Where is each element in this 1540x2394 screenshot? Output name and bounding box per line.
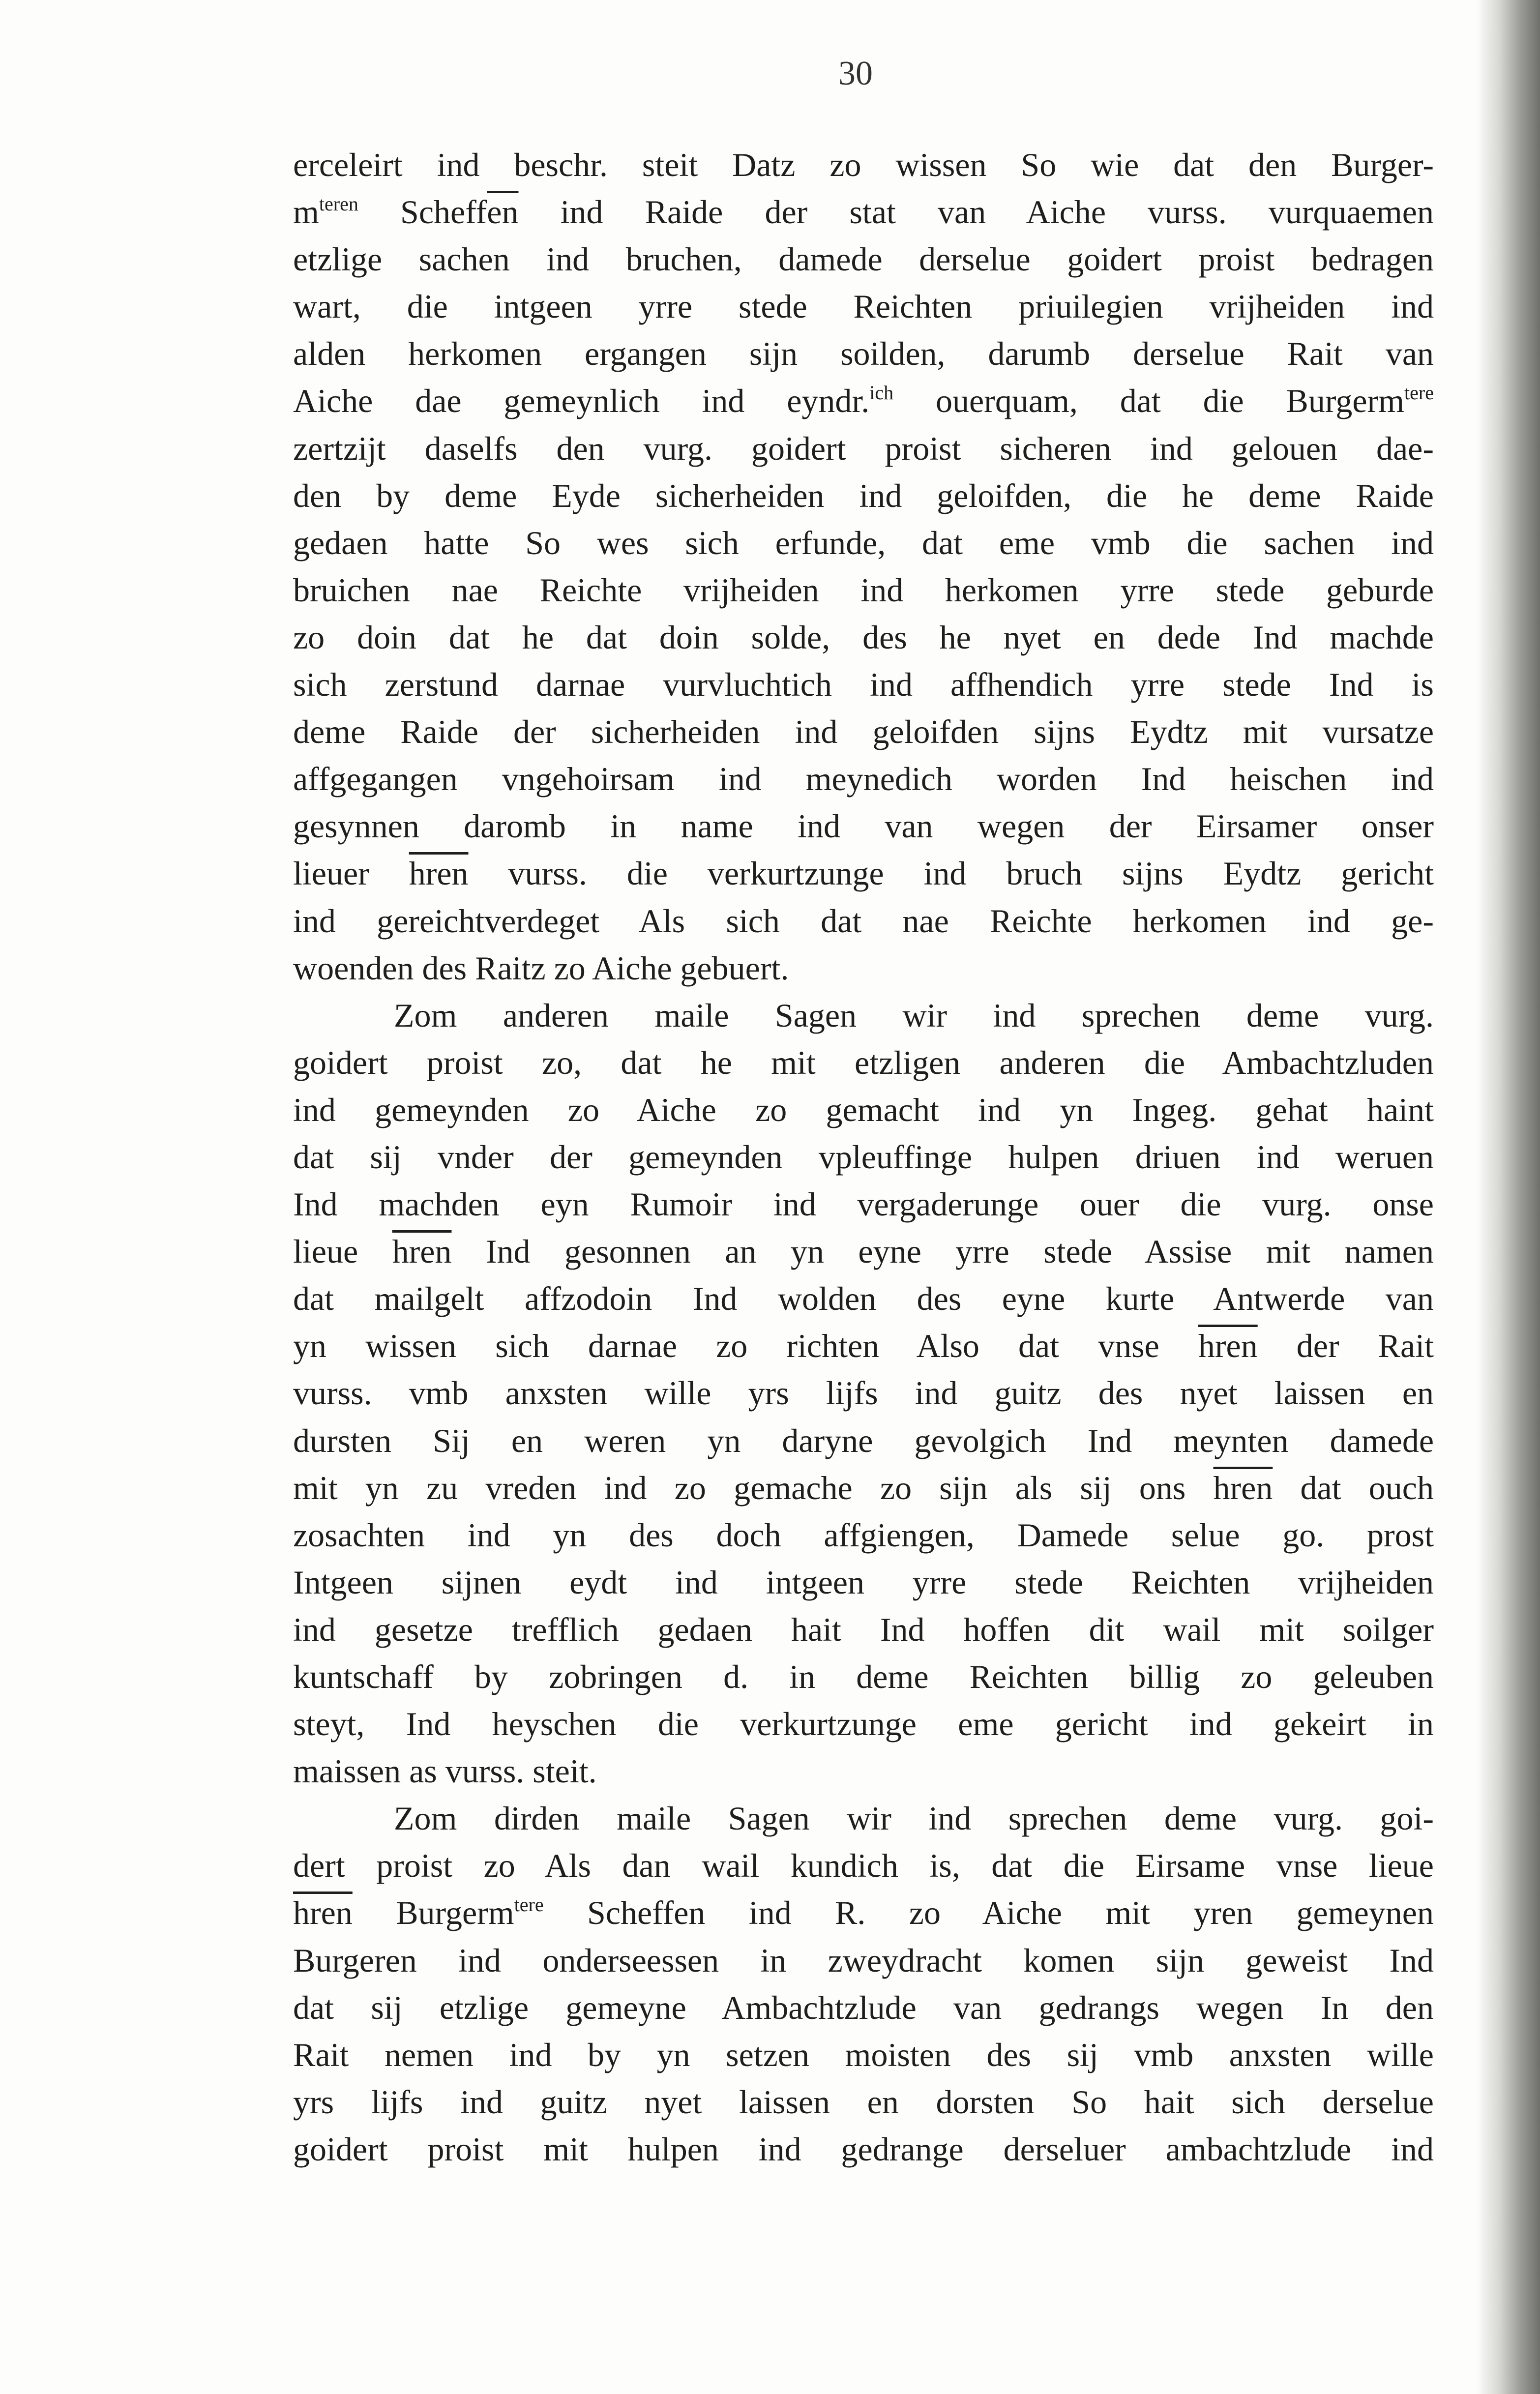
text-segment: dat ouch [1273, 1469, 1434, 1507]
text-line [293, 1559, 1434, 1606]
text-line [293, 1039, 1434, 1086]
text-segment: Zom dirden maile Sagen wir ind sprechen deme vurg. goi- [394, 1800, 1434, 1837]
text-segment: ind gesetze trefflich gedaen hait Ind hoffen dit wail mit soilger [293, 1610, 1434, 1648]
text-segment: den by deme Eyde sicherheiden ind geloifden, die he deme Raide [293, 476, 1434, 514]
superscript-abbreviation: tere [514, 1893, 544, 1916]
text-segment: yn wissen sich darnae zo richten Also dat vnse [293, 1327, 1198, 1365]
text-segment: alden herkomen ergangen sijn soilden, darumb derselue Rait van [293, 335, 1434, 373]
text-segment: Ind machden eyn Rumoir ind vergaderunge ouer die vurg. onse [293, 1185, 1434, 1223]
text-segment: dursten Sij en weren yn daryne gevolgich Ind meynten damede [293, 1421, 1434, 1459]
abbreviation-macron: $\overline{en}$ [487, 193, 519, 231]
text-segment: kuntschaff by zobringen d. in deme Reichten billig zo geleuben [293, 1658, 1434, 1695]
text-segment: zo doin dat he dat doin solde, des he nyet en dede Ind machde [293, 618, 1434, 656]
text-line [293, 566, 1434, 614]
text-line [293, 1842, 1434, 1889]
text-line [293, 2126, 1434, 2173]
abbreviation-macron: hren [293, 1894, 353, 1932]
abbreviation-macron: hren [409, 855, 469, 892]
text-segment: wart, die intgeen yrre stede Reichten priuilegien vrijheiden ind [293, 288, 1434, 325]
superscript-abbreviation: teren [319, 193, 358, 215]
text-segment: lieuer [293, 855, 409, 892]
text-line [293, 802, 1434, 850]
text-segment: steyt, Ind heyschen die verkurtzunge eme gericht ind gekeirt in [293, 1705, 1434, 1743]
text-segment: vurss. vmb anxsten wille yrs lijfs ind guitz des nyet laissen en [293, 1374, 1434, 1412]
text-line [293, 236, 1434, 283]
text-segment: affgegangen vngehoirsam ind meynedich worden Ind heischen ind [293, 760, 1434, 798]
text-line [293, 330, 1434, 377]
text-segment: vurss. die verkurtzunge ind bruch sijns Eydtz gericht [468, 855, 1434, 892]
text-segment: Zom anderen maile Sagen wir ind sprechen deme vurg. [394, 996, 1434, 1034]
text-line [293, 897, 1434, 945]
text-segment: dat mailgelt affzodoin Ind wolden des eyne kurte Antwerde van [293, 1280, 1434, 1318]
text-segment: ind Raide der stat van Aiche vurss. vurquaemen [518, 193, 1434, 231]
text-line [293, 661, 1434, 708]
text-segment: dat sij etzlige gemeyne Ambachtzlude van gedrangs wegen In den [293, 1988, 1434, 2026]
text-segment: goidert proist mit hulpen ind gedrange derseluer ambachtzlude ind [293, 2130, 1434, 2168]
text-segment: Burgerm [352, 1894, 514, 1932]
text-line [293, 1747, 1434, 1795]
text-line [293, 1889, 1434, 1936]
abbreviation-macron: hren [1198, 1327, 1258, 1365]
text-segment: mit yn zu vreden ind zo gemache zo sijn als sij ons [293, 1469, 1214, 1507]
text-line [293, 2078, 1434, 2126]
text-segment: zertzijt daselfs den vurg. goidert proist sicheren ind gelouen dae- [293, 429, 1434, 467]
text-line [293, 1275, 1434, 1322]
text-line [293, 1322, 1434, 1369]
scan-page-edge [1476, 0, 1540, 2394]
text-segment: etzlige sachen ind bruchen, damede derselue goidert proist bedragen [293, 240, 1434, 278]
text-line [293, 425, 1434, 472]
superscript-abbreviation: tere [1404, 382, 1434, 404]
text-segment: Scheffen ind R. zo Aiche mit yren gemeynen [543, 1894, 1434, 1932]
text-line [293, 141, 1434, 188]
superscript-abbreviation: ich [869, 382, 894, 404]
text-segment: Aiche dae gemeynlich ind eyndr. [293, 382, 870, 420]
text-segment: der Rait [1257, 1327, 1434, 1365]
text-line [293, 519, 1434, 566]
text-segment: zosachten ind yn des doch affgiengen, Damede selue go. prost [293, 1516, 1434, 1554]
abbreviation-macron: hren [392, 1233, 452, 1271]
text-line [293, 1700, 1434, 1747]
text-line [293, 1606, 1434, 1653]
text-line [293, 1133, 1434, 1181]
text-segment: erceleirt ind beschr. steit Datz zo wissen So wie dat den Burger- [293, 146, 1434, 183]
text-segment: yrs lijfs ind guitz nyet laissen en dorsten So hait sich derselue [293, 2083, 1434, 2121]
abbreviation-macron: hren [1213, 1469, 1273, 1507]
text-segment: sich zerstund darnae vurvluchtich ind affhendich yrre stede Ind is [293, 666, 1434, 704]
text-line [293, 708, 1434, 755]
text-line [293, 1511, 1434, 1559]
text-line [293, 1369, 1434, 1417]
text-line [293, 1086, 1434, 1133]
text-line [293, 1181, 1434, 1228]
text-line [293, 1795, 1434, 1842]
text-line [293, 1417, 1434, 1464]
text-line [293, 1228, 1434, 1275]
text-line [293, 945, 1434, 992]
text-line [293, 2031, 1434, 2078]
text-segment: goidert proist zo, dat he mit etzligen anderen die Ambachtzluden [293, 1043, 1434, 1081]
text-segment: Burgeren ind onderseessen in zweydracht komen sijn geweist Ind [293, 1941, 1434, 1979]
text-line [293, 283, 1434, 330]
text-segment: dat sij vnder der gemeynden vpleuffinge hulpen driuen ind weruen [293, 1138, 1434, 1176]
page-number: 30 [838, 55, 873, 92]
text-line [293, 1937, 1434, 1984]
text-segment: ind gereichtverdeget Als sich dat nae Reichte herkomen ind ge- [293, 902, 1434, 940]
text-line [293, 377, 1434, 424]
text-line [293, 755, 1434, 802]
text-line [293, 614, 1434, 661]
text-segment: gedaen hatte So wes sich erfunde, dat eme vmb die sachen ind [293, 524, 1434, 562]
text-line [293, 1653, 1434, 1700]
text-segment: maissen as vurss. steit. [293, 1752, 597, 1790]
text-segment: woenden des Raitz zo Aiche gebuert. [293, 949, 789, 987]
text-segment: Intgeen sijnen eydt ind intgeen yrre stede Reichten vrijheiden [293, 1563, 1434, 1601]
text-segment: Rait nemen ind by yn setzen moisten des sij vmb anxsten wille [293, 2036, 1434, 2073]
text-line [293, 1984, 1434, 2031]
text-segment: bruichen nae Reichte vrijheiden ind herkomen yrre stede geburde [293, 571, 1434, 609]
text-segment: Ind gesonnen an yn eyne yrre stede Assise mit namen [451, 1233, 1434, 1271]
text-segment: Scheff [358, 193, 487, 231]
text-segment: lieue [293, 1233, 392, 1271]
text-segment: dert proist zo Als dan wail kundich is, dat die Eirsame vnse lieue [293, 1847, 1434, 1885]
text-segment: ind gemeynden zo Aiche zo gemacht ind yn Ingeg. gehat haint [293, 1091, 1434, 1128]
text-line [293, 850, 1434, 897]
text-line [293, 1464, 1434, 1511]
text-segment: deme Raide der sicherheiden ind geloifden sijns Eydtz mit vursatze [293, 713, 1434, 751]
text-segment: m [293, 193, 319, 231]
body-text [293, 141, 1434, 2173]
text-segment: ouerquam, dat die Burgerm [893, 382, 1405, 420]
text-line [293, 472, 1434, 519]
text-line [293, 992, 1434, 1039]
text-line [293, 188, 1434, 236]
text-segment: gesynnen daromb in name ind van wegen der Eirsamer onser [293, 807, 1434, 845]
